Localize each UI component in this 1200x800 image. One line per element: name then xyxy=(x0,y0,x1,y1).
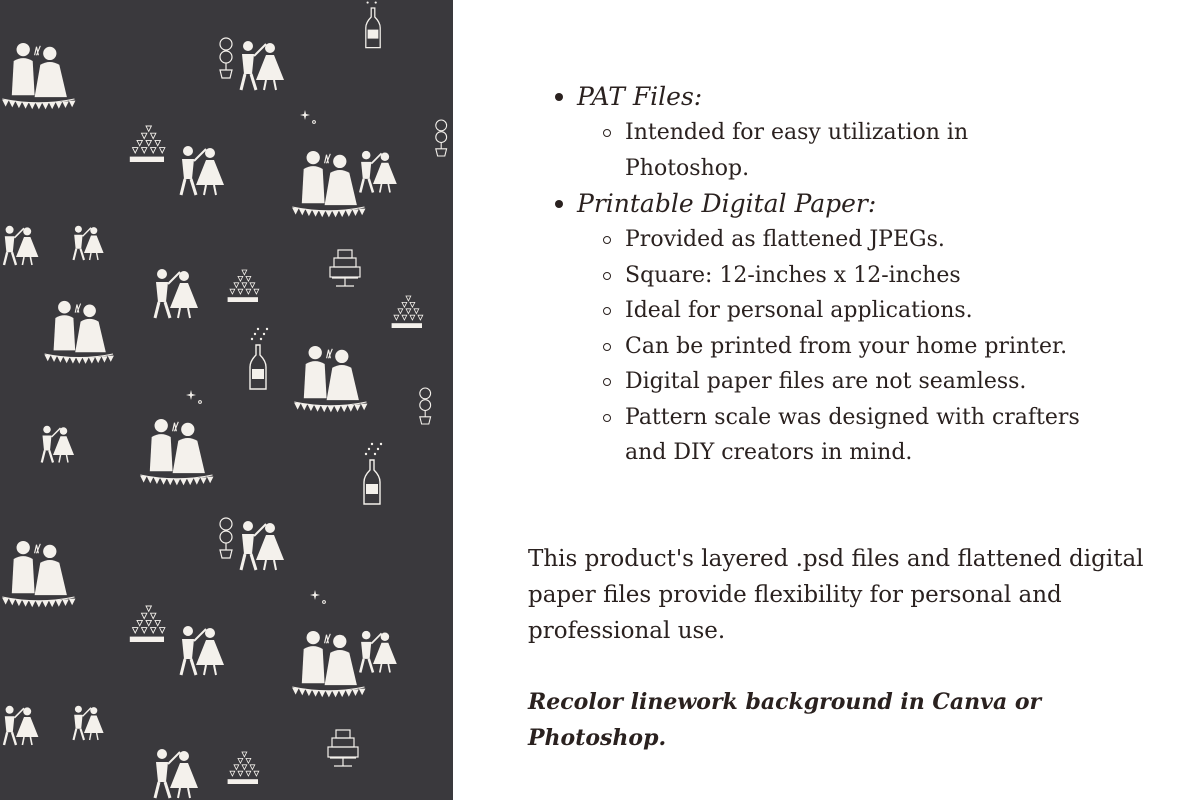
pat-files-list xyxy=(553,79,1095,186)
bullet-ring-icon xyxy=(603,378,611,386)
printable-paper-heading-text: Printable Digital Paper: xyxy=(577,189,877,218)
description-panel xyxy=(453,0,1200,800)
toasting-couple-motif xyxy=(140,419,213,485)
champagne-tower-motif xyxy=(130,126,165,162)
topiary-motif xyxy=(220,38,232,78)
list-item-text: Provided as flattened JPEGs. xyxy=(625,227,945,252)
pattern-illustration xyxy=(0,0,453,800)
sparkle-motif xyxy=(186,390,201,403)
description-paragraph: This product's layered .psd files and flattened digital paper files provide flexibility for personal and professional use. xyxy=(528,546,1144,644)
list-item xyxy=(623,400,1095,471)
toasting-couple-motif xyxy=(2,43,75,109)
dancing-couple-motif xyxy=(42,426,74,463)
sparkle-motif xyxy=(310,590,325,603)
topiary-motif xyxy=(420,388,431,424)
dancing-couple-motif xyxy=(241,521,284,570)
champagne-bottle-motif xyxy=(364,443,382,504)
champagne-tower-motif xyxy=(392,296,423,328)
topiary-motif xyxy=(220,518,232,558)
printable-paper-heading xyxy=(553,186,1095,222)
list-item-text: Intended for easy utilization in Photoshop. xyxy=(625,120,969,181)
list-item xyxy=(623,329,1095,365)
list-item xyxy=(623,364,1095,400)
list-item xyxy=(623,115,1095,186)
champagne-tower-motif xyxy=(228,270,259,302)
bullet-ring-icon xyxy=(603,129,611,137)
list-item-text: Can be printed from your home printer. xyxy=(625,333,1068,359)
dancing-couple-motif xyxy=(74,226,104,260)
bullet-ring-icon xyxy=(603,414,611,422)
dancing-couple-motif xyxy=(155,749,198,798)
champagne-bottle-motif xyxy=(366,0,382,48)
recolor-note: Recolor linework background in Canva or Photoshop. xyxy=(528,689,1042,751)
dancing-couple-motif xyxy=(74,706,104,740)
bullet-ring-icon xyxy=(603,307,611,315)
toasting-couple-motif xyxy=(292,631,365,697)
toasting-couple-motif xyxy=(45,301,114,364)
printable-paper-list xyxy=(553,186,1095,471)
bullet-dot-icon xyxy=(555,93,563,101)
dancing-couple-motif xyxy=(155,269,198,318)
wedding-cake-motif xyxy=(330,250,360,286)
dancing-couple-motif xyxy=(4,706,38,745)
pat-files-heading xyxy=(553,79,1095,115)
dancing-couple-motif xyxy=(241,41,284,90)
bullet-ring-icon xyxy=(603,343,611,351)
pattern-swatch xyxy=(0,0,453,800)
bullet-ring-icon xyxy=(603,236,611,244)
list-item xyxy=(623,258,1095,294)
dancing-couple-motif xyxy=(360,631,397,673)
bullet-ring-icon xyxy=(603,272,611,280)
dancing-couple-motif xyxy=(181,146,224,195)
dancing-couple-motif xyxy=(181,626,224,675)
champagne-tower-motif xyxy=(130,606,165,642)
dancing-couple-motif xyxy=(360,151,397,193)
wedding-cake-motif xyxy=(328,730,358,766)
dancing-couple-motif xyxy=(4,226,38,265)
list-item-text: Square: 12-inches x 12-inches xyxy=(625,262,961,288)
list-item-text: Pattern scale was designed with crafters and DIY creators in mind. xyxy=(625,404,1080,465)
champagne-tower-motif xyxy=(228,752,259,784)
list-item xyxy=(623,222,1095,258)
bullet-dot-icon xyxy=(555,200,563,208)
champagne-bottle-motif xyxy=(250,328,268,389)
topiary-motif xyxy=(436,120,447,156)
list-item-text: Digital paper files are not seamless. xyxy=(625,369,1027,394)
toasting-couple-motif xyxy=(292,151,365,217)
pat-files-heading-text: PAT Files: xyxy=(577,82,703,111)
sparkle-motif xyxy=(300,110,315,123)
list-item xyxy=(623,293,1095,329)
list-item-text: Ideal for personal applications. xyxy=(625,298,973,323)
toasting-couple-motif xyxy=(2,541,75,607)
toasting-couple-motif xyxy=(294,346,367,412)
